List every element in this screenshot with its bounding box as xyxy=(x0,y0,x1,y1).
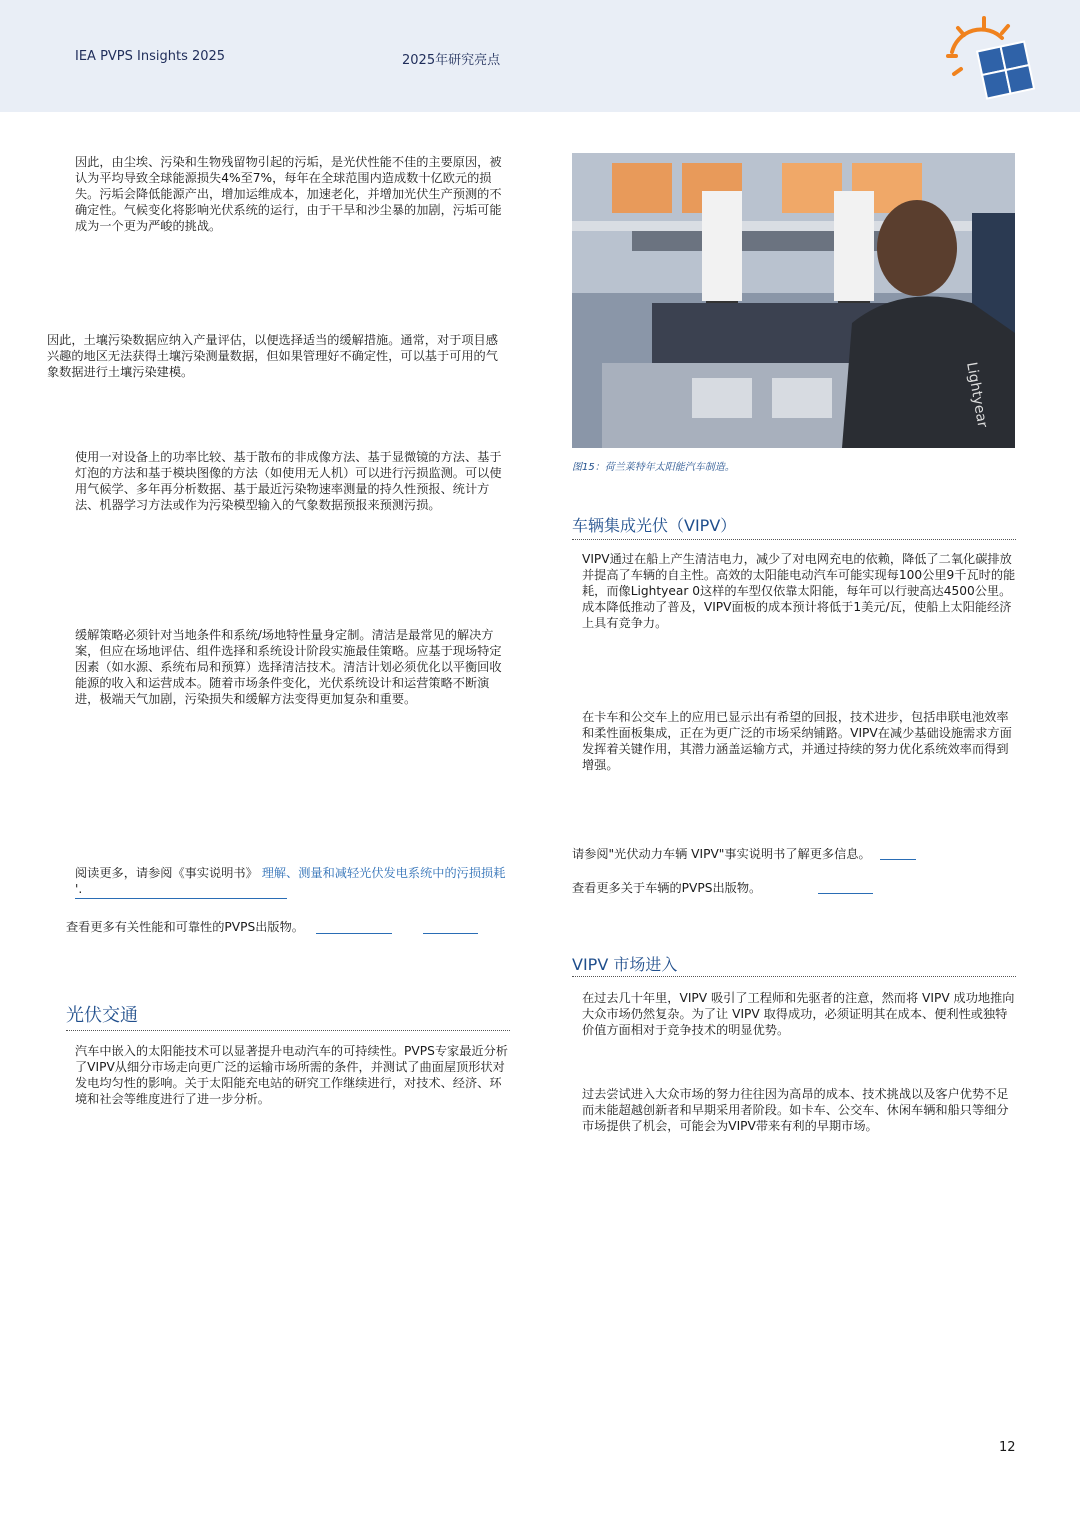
mitigation-paragraph: 缓解策略必须针对当地条件和系统/场地特性量身定制。清洁是最常见的解决方案，但应在场地评估、组件选择和系统设计阶段实施最佳策略。应基于现场特定因素（如水源、系统布局和预算）选择清洁技术。清洁计划必须优化以平衡回收能源的收入和运营成本。随着市场条件变化，光伏系统设计和运营策略不断演进，极端天气加剧，污染损失和缓解方法变得更加复杂和重要。 xyxy=(75,628,502,706)
read-more-prefix: 阅读更多，请参阅《事实说明书》 xyxy=(75,866,258,880)
read-more-text xyxy=(75,865,513,897)
section-divider xyxy=(66,1030,510,1031)
soiling-monitoring-paragraph: 使用一对设备上的功率比较、基于散布的非成像方法、基于显微镜的方法、基于灯泡的方法和基于模块图像的方法（如使用无人机）可以进行污损监测。可以使用气候学、多年再分析数据、基于最近污染物速率测量的持久性预报、统计方法、机器学习方法或作为污染模型输入的气象数据预报来预测污损。 xyxy=(75,450,502,512)
photo-caption: 图15：荷兰莱特年太阳能汽车制造。 xyxy=(572,462,735,473)
shirt-brand-text: Lightyear xyxy=(963,360,991,429)
section-divider xyxy=(572,976,1016,977)
vipv-paragraph: VIPV通过在船上产生清洁电力，减少了对电网充电的依赖，降低了二氧化碳排放并提高了车辆的自主性。高效的太阳能电动汽车可能实现每100公里9千瓦时的能耗，而像Lightyear 0这样的车型仅依靠太阳能，每年可以行驶高达4500公里。成本降低推动了普及，VIPV面板的成本预计将低于1美元/瓦，使船上太阳能经济上具有竞争力。 xyxy=(582,552,1016,630)
pv-transport-paragraph: 汽车中嵌入的太阳能技术可以显著提升电动汽车的可持续性。PVPS专家最近分析了VIPV从细分市场走向更广泛的运输市场所需的条件，并测试了曲面屋顶形状对发电均匀性的影响。关于太阳能充电站的研究工作继续进行，对技术、经济、环境和社会等维度进行了进一步分析。 xyxy=(75,1044,508,1106)
soiling-data-paragraph: 因此，土壤污染数据应纳入产量评估，以便选择适当的缓解措施。通常，对于项目感兴趣的地区无法获得土壤污染测量数据，但如果管理好不确定性，可以基于可用的气象数据进行土壤污染建模。 xyxy=(47,333,498,379)
section-heading-pv-transport: 光伏交通 xyxy=(66,1005,138,1026)
vipv-niche-paragraph: 过去尝试进入大众市场的努力往往因为高昂的成本、技术挑战以及客户优势不足而未能超越创新者和早期采用者阶段。如卡车、公交车、休闲车辆和船只等细分市场提供了机会，可能会为VIPV带来有利的早期市场。 xyxy=(582,1087,1009,1133)
vipv-market-paragraph: 在过去几十年里，VIPV 吸引了工程师和先驱者的注意，然而将 VIPV 成功地推向大众市场仍然复杂。为了让 VIPV 取得成功，必须证明其在成本、便利性或独特价值方面相对于竞争技术的明显优势。 xyxy=(582,991,1015,1037)
soiling-intro-paragraph: 因此，由尘埃、污染和生物残留物引起的污垢，是光伏性能不佳的主要原因，被认为平均导致全球能源损失4%至7%，每年在全球范围内造成数十亿欧元的损失。污垢会降低能源产出，增加运维成本，加速老化，并增加光伏生产预测的不确定性。气候变化将影响光伏系统的运行，由于干旱和沙尘暴的加剧，污垢可能成为一个更为严峻的挑战。 xyxy=(75,155,502,233)
read-more-suffix: '. xyxy=(75,882,83,896)
lightyear-factory-photo xyxy=(572,153,1015,448)
soiling-factsheet-link[interactable]: 理解、测量和减轻光伏发电系统中的污损损耗 xyxy=(261,866,506,880)
link-underline xyxy=(423,933,478,934)
section-heading-vipv-market: VIPV 市场进入 xyxy=(572,955,678,974)
factory-illustration xyxy=(572,153,1015,448)
vipv-factsheet-link[interactable]: 请参阅"光伏动力车辆 VIPV"事实说明书了解更多信息。 xyxy=(572,847,871,861)
link-underline xyxy=(880,859,916,860)
see-more-vehicles-link[interactable]: 查看更多关于车辆的PVPS出版物。 xyxy=(572,881,762,895)
page-header xyxy=(0,0,1080,112)
link-underline xyxy=(818,893,873,894)
sun-panel-logo-icon xyxy=(944,16,1040,102)
section-divider xyxy=(572,539,1016,540)
header-subtitle: 2025年研究亮点 xyxy=(402,53,501,68)
section-heading-vipv: 车辆集成光伏（VIPV） xyxy=(572,516,737,535)
header-title: IEA PVPS Insights 2025 xyxy=(75,49,226,64)
link-underline xyxy=(75,898,287,899)
link-underline xyxy=(316,933,392,934)
see-more-reliability-link[interactable]: 查看更多有关性能和可靠性的PVPS出版物。 xyxy=(66,920,304,934)
page-number: 12 xyxy=(999,1440,1016,1455)
vipv-trucks-paragraph: 在卡车和公交车上的应用已显示出有希望的回报，技术进步，包括串联电池效率和柔性面板集成，正在为更广泛的市场采纳铺路。VIPV在减少基础设施需求方面发挥着关键作用，其潜力涵盖运输方式，并通过持续的努力优化系统效率而得到增强。 xyxy=(582,710,1012,772)
